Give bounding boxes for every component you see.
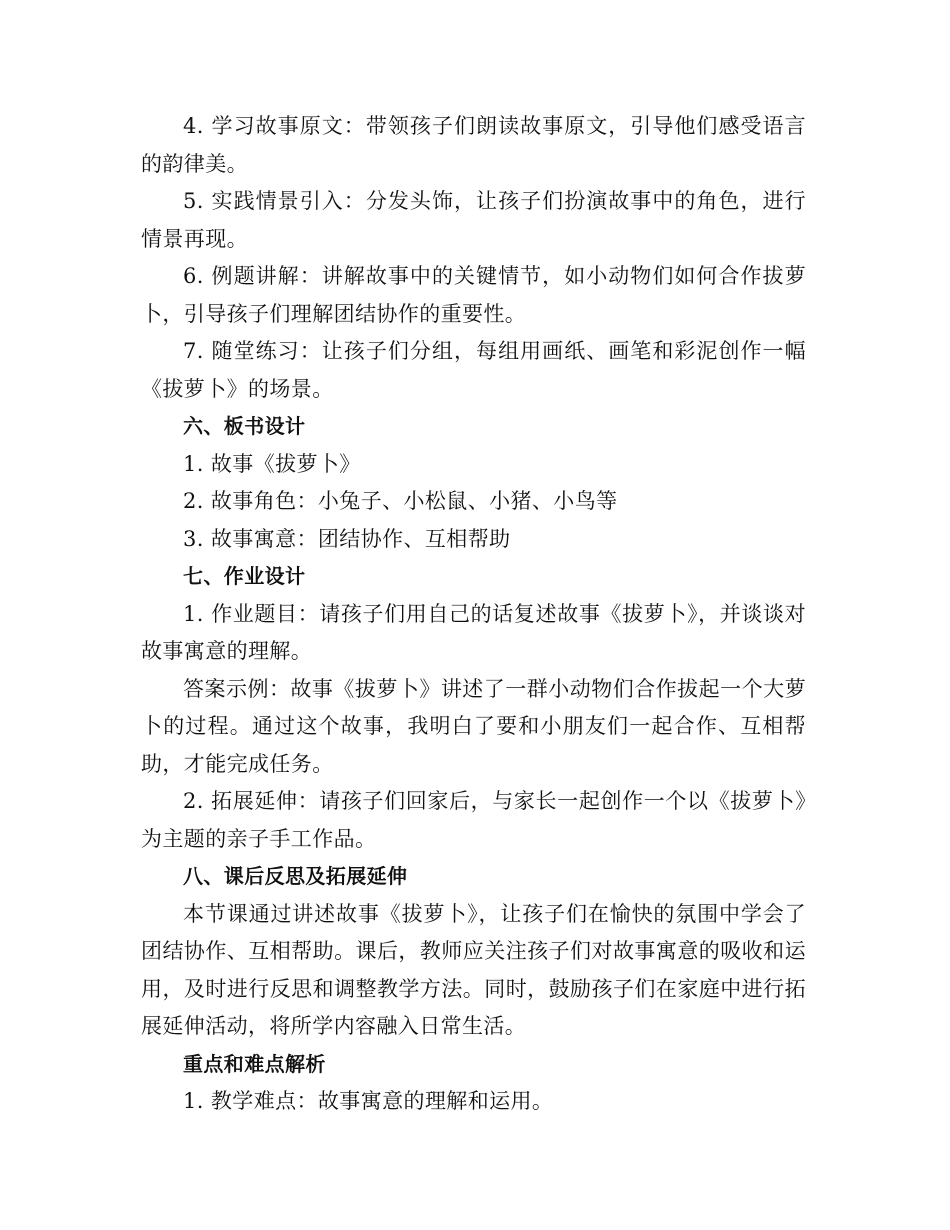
section-heading-key-points: 重点和难点解析 (183, 1051, 326, 1076)
homework-item-1: 1. 作业题目：请孩子们用自己的话复述故事《拔萝卜》，并谈谈对故事寓意的理解。 (141, 601, 806, 663)
section-heading-board-design: 六、板书设计 (183, 414, 306, 438)
paragraph-step-6: 6. 例题讲解：讲解故事中的关键情节，如小动物们如何合作拔萝卜，引导孩子们理解团结协作的重要性。 (141, 264, 806, 326)
reflection-paragraph: 本节课通过讲述故事《拔萝卜》，让孩子们在愉快的氛围中学会了团结协作、互相帮助。课后，教师应关注孩子们对故事寓意的吸收和运用，及时进行反思和调整教学方法。同时，鼓励孩子们在家庭中进行拓展延伸活动，将所学内容融入日常生活。 (141, 901, 806, 1038)
paragraph-step-7: 7. 随堂练习：让孩子们分组，每组用画纸、画笔和彩泥创作一幅《拔萝卜》的场景。 (141, 339, 806, 401)
key-point-item-1: 1. 教学难点：故事寓意的理解和运用。 (183, 1089, 554, 1113)
homework-answer-example: 答案示例：故事《拔萝卜》讲述了一群小动物们合作拔起一个大萝卜的过程。通过这个故事，我明白了要和小朋友们一起合作、互相帮助，才能完成任务。 (141, 676, 806, 776)
document-body (141, 108, 806, 1121)
section-heading-homework: 七、作业设计 (183, 564, 306, 588)
paragraph-step-4: 4. 学习故事原文：带领孩子们朗读故事原文，引导他们感受语言的韵律美。 (141, 114, 806, 176)
homework-item-2: 2. 拓展延伸：请孩子们回家后，与家长一起创作一个以《拔萝卜》为主题的亲子手工作品。 (141, 789, 806, 851)
board-item-3: 3. 故事寓意：团结协作、互相帮助 (183, 526, 511, 551)
board-item-2: 2. 故事角色：小兔子、小松鼠、小猪、小鸟等 (183, 489, 618, 513)
board-item-1: 1. 故事《拔萝卜》 (183, 451, 361, 476)
paragraph-step-5: 5. 实践情景引入：分发头饰，让孩子们扮演故事中的角色，进行情景再现。 (141, 189, 806, 251)
section-heading-reflection: 八、课后反思及拓展延伸 (183, 864, 408, 888)
